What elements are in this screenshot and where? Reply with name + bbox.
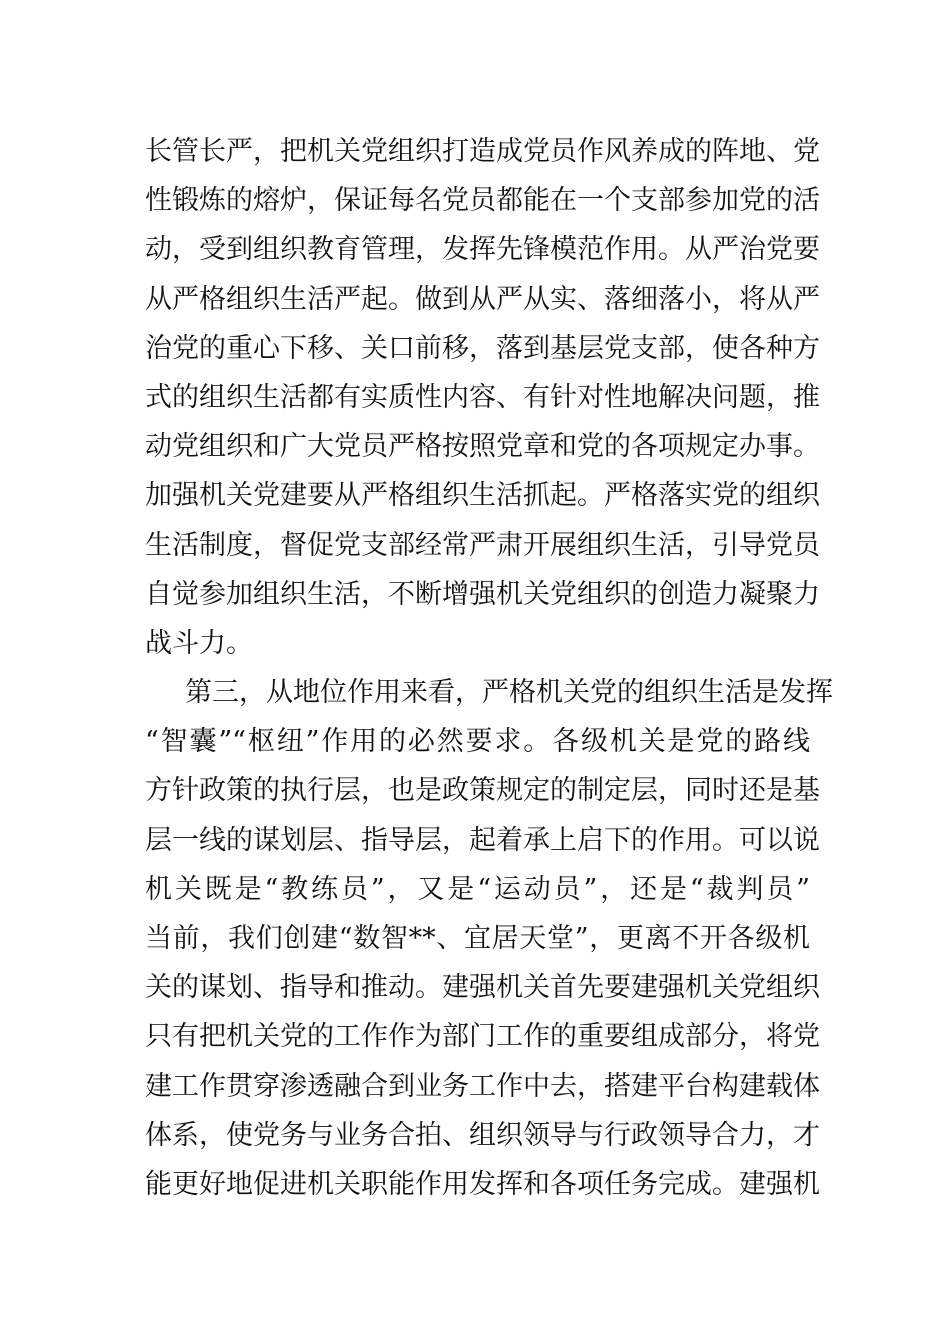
- text-line: “智囊”“枢纽”作用的必然要求。各级机关是党的路线: [145, 726, 810, 758]
- text-line: 生活制度，督促党支部经常严肃开展组织生活，引导党员: [145, 529, 820, 561]
- text-line: 动党组织和广大党员严格按照党章和党的各项规定办事。: [145, 431, 820, 463]
- text-line: 长管长严，把机关党组织打造成党员作风养成的阵地、党: [145, 136, 820, 167]
- paragraph-first-line: 第三，从地位作用来看，严格机关党的组织生活是发挥: [185, 677, 833, 709]
- text-line: 体系，使党务与业务合拍、组织领导与行政领导合力，才: [145, 1119, 820, 1151]
- text-line: 加强机关党建要从严格组织生活抓起。严格落实党的组织: [145, 480, 820, 512]
- body-text: [145, 127, 833, 1209]
- text-line: 战斗力。: [145, 627, 253, 659]
- text-line: 能更好地促进机关职能作用发挥和各项任务完成。建强机: [145, 1168, 820, 1200]
- text-line: 当前，我们创建“数智**、宜居天堂”，更离不开各级机: [145, 923, 810, 954]
- text-line: 层一线的谋划层、指导层，起着承上启下的作用。可以说: [145, 824, 820, 856]
- text-line: 式的组织生活都有实质性内容、有针对性地解决问题，推: [145, 381, 820, 413]
- text-line: 只有把机关党的工作作为部门工作的重要组成部分，将党: [145, 1021, 820, 1053]
- text-line: 建工作贯穿渗透融合到业务工作中去，搭建平台构建载体: [145, 1070, 820, 1102]
- text-line: 方针政策的执行层，也是政策规定的制定层，同时还是基: [145, 775, 820, 807]
- text-line: 自觉参加组织生活，不断增强机关党组织的创造力凝聚力: [145, 578, 820, 610]
- text-line: 动，受到组织教育管理，发挥先锋模范作用。从严治党要: [145, 234, 820, 266]
- text-line: 治党的重心下移、关口前移，落到基层党支部，使各种方: [145, 332, 820, 364]
- text-line: 性锻炼的熔炉，保证每名党员都能在一个支部参加党的活: [145, 185, 820, 217]
- text-line: 关的谋划、指导和推动。建强机关首先要建强机关党组织: [145, 972, 820, 1004]
- text-line: 机关既是“教练员”，又是“运动员”，还是“裁判员”: [145, 873, 810, 905]
- text-line: 从严格组织生活严起。做到从严从实、落细落小，将从严: [145, 283, 820, 315]
